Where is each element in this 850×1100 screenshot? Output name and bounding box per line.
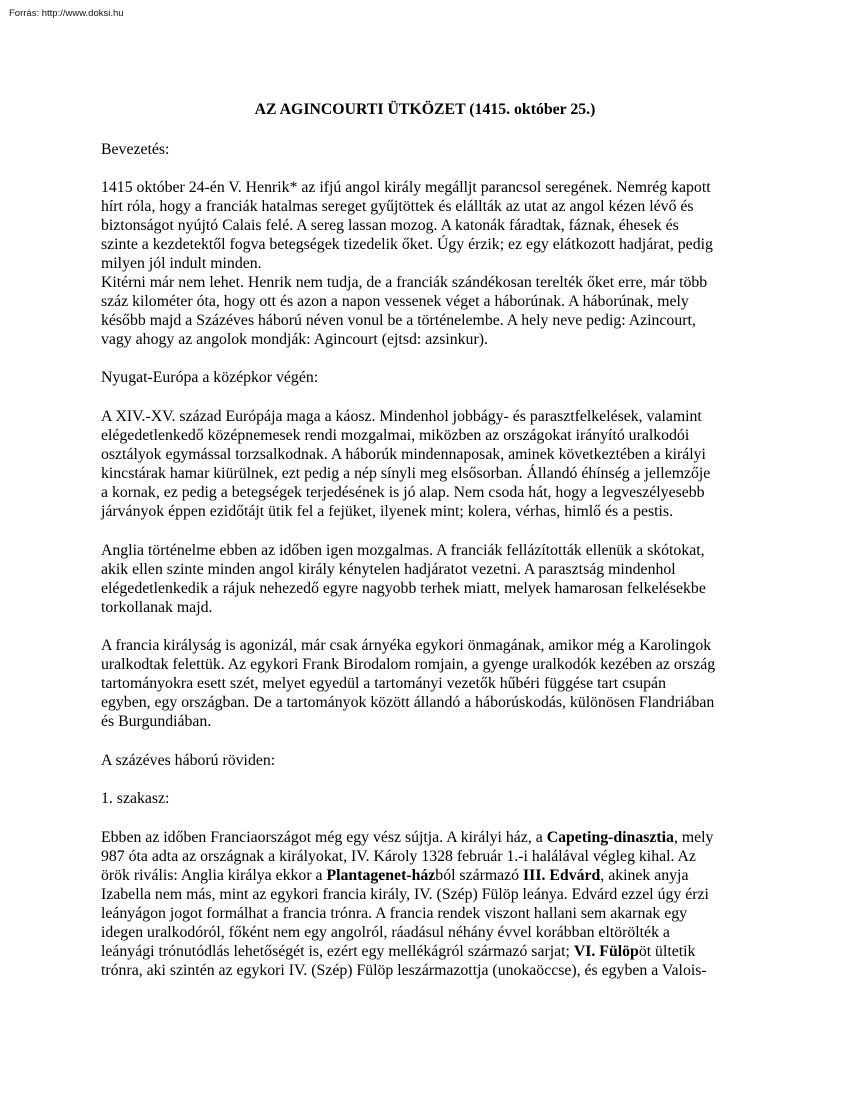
text-line: elégedetlenkedő középnemesek rendi mozgalmai, miközben az országokat irányító uralkodói <box>101 427 690 444</box>
text-line: idegen uralkodóról, főként nem egy angolról, ráadásul néhány évvel korábban eltörölték a <box>101 924 670 941</box>
text-line: 987 óta adta az országnak a királyokat, IV. Károly 1328 február 1.-i halálával végleg kihal. Az <box>101 848 696 865</box>
text-line: trónra, aki szintén az egykori IV. (Szép) Fülöp leszármazottja (unokaöccse), és egyben a Valois- <box>101 962 707 979</box>
text-line: vagy ahogy az angolok mondják: Agincourt (ejtsd: azsinkur). <box>101 331 488 348</box>
text-line: és Burgundiában. <box>101 713 212 730</box>
text-line: szinte a kezdetektől fogva betegségek tizedelik őket. Úgy érzik; ez egy elátkozott hadjárat, pedig <box>101 236 713 253</box>
text-line: milyen jól indult minden. <box>101 255 262 272</box>
text-line: akik ellen szinte minden angol király kénytelen hadjáratot vezetni. A parasztság mindenhol <box>101 561 676 578</box>
text-line: tartományokra esett szét, melyet egyedül a tartományi vezetők hűbéri függése tart csupán <box>101 675 666 692</box>
text-run: , mely <box>673 829 714 846</box>
text-run: öt ültetik <box>638 943 696 960</box>
section-heading-phase1: 1. szakasz: <box>101 790 170 807</box>
bold-term-plantagenet: Plantagenet-ház <box>326 867 436 884</box>
text-line: biztonságot nyújtó Calais felé. A sereg lassan mozog. A katonák fáradtak, fáznak, éhesek és <box>101 217 679 234</box>
bold-term-fulop: VI. Fülöp <box>573 943 639 960</box>
text-run: örök rivális: Anglia királya ekkor a <box>101 867 327 884</box>
text-line: később majd a Százéves háború néven vonul be a történelembe. A hely neve pedig: Azincourt, <box>101 312 696 329</box>
text-line: a kornak, ez pedig a betegségek terjedésének is jó alap. Nem csoda hát, hogy a legveszélyesebb <box>101 484 705 501</box>
bold-term-edvard: III. Edvárd <box>523 867 601 884</box>
text-line: A XIV.-XV. század Európája maga a káosz. Mindenhol jobbágy- és parasztfelkelések, valamint <box>101 408 702 425</box>
text-line <box>101 828 713 847</box>
text-line: Anglia történelme ebben az időben igen mozgalmas. A franciák fellázították ellenük a skótokat, <box>101 542 705 559</box>
text-line: egyben, egy országban. De a tartományok között állandó a háborúskodás, különösen Flandriában <box>101 694 715 711</box>
text-line: Izabella nem más, mint az egykori francia király, IV. (Szép) Fülöp leánya. Edvárd ezzel úgy érzi <box>101 886 709 903</box>
text-line: uralkodtak felettük. Az egykori Frank Birodalom romjain, a gyenge uralkodók kezében az ország <box>101 656 716 673</box>
text-run: Ebben az időben Franciaországot még egy vész sújtja. A királyi ház, a <box>101 829 547 846</box>
section-heading-war: A százéves háború röviden: <box>101 752 276 769</box>
text-line: száz kilométer óta, hogy ott és azon a napon vessenek véget a háborúnak. A háborúnak, mely <box>101 293 689 310</box>
text-run: , akinek anyja <box>600 867 689 884</box>
text-line: kincstárak hamar kiürülnek, ezt pedig a nép sínyli meg elsősorban. Állandó éhínség a jellemzője <box>101 465 711 482</box>
text-run: ból származó <box>435 867 524 884</box>
text-line: torkollanak majd. <box>101 599 213 616</box>
text-line: leányágon jogot formálhat a francia trónra. A francia rendek viszont hallani sem akarnak egy <box>101 905 688 922</box>
source-watermark: Forrás: http://www.doksi.hu <box>9 8 124 19</box>
text-line <box>101 866 688 885</box>
section-heading-europe: Nyugat-Európa a középkor végén: <box>101 369 319 386</box>
section-heading-intro: Bevezetés: <box>101 141 170 158</box>
text-line: A francia királyság is agonizál, már csak árnyéka egykori önmagának, amikor még a Karolingok <box>101 637 712 654</box>
text-line <box>101 942 695 961</box>
bold-term-capeting: Capeting-dinasztia <box>546 829 674 846</box>
text-run: leányági trónutódlás lehetőségét is, ezért egy mellékágról származó sarjat; <box>101 943 574 960</box>
text-line: elégedetlenkedik a rájuk nehezedő egyre nagyobb terhek miatt, melyek hamarosan felkelésekbe <box>101 580 706 597</box>
text-line: osztályok egymással torzsalkodnak. A háborúk mindennaposak, aminek következtében a királyi <box>101 446 706 463</box>
text-line: hírt róla, hogy a franciák hatalmas sereget gyűjtöttek és elállták az utat az angol kézen lévő és <box>101 198 694 215</box>
text-line: járványok éppen ezidőtájt ütik fel a fejüket, ilyenek mint; kolera, vérhas, himlő és a pestis. <box>101 503 674 520</box>
text-line: Kitérni már nem lehet. Henrik nem tudja, de a franciák szándékosan terelték őket erre, már több <box>101 274 708 291</box>
text-line: 1415 október 24-én V. Henrik* az ifjú angol király megálljt parancsol seregének. Nemrég kapott <box>101 179 711 196</box>
page-title: AZ AGINCOURTI ÜTKÖZET (1415. október 25.) <box>254 101 596 118</box>
